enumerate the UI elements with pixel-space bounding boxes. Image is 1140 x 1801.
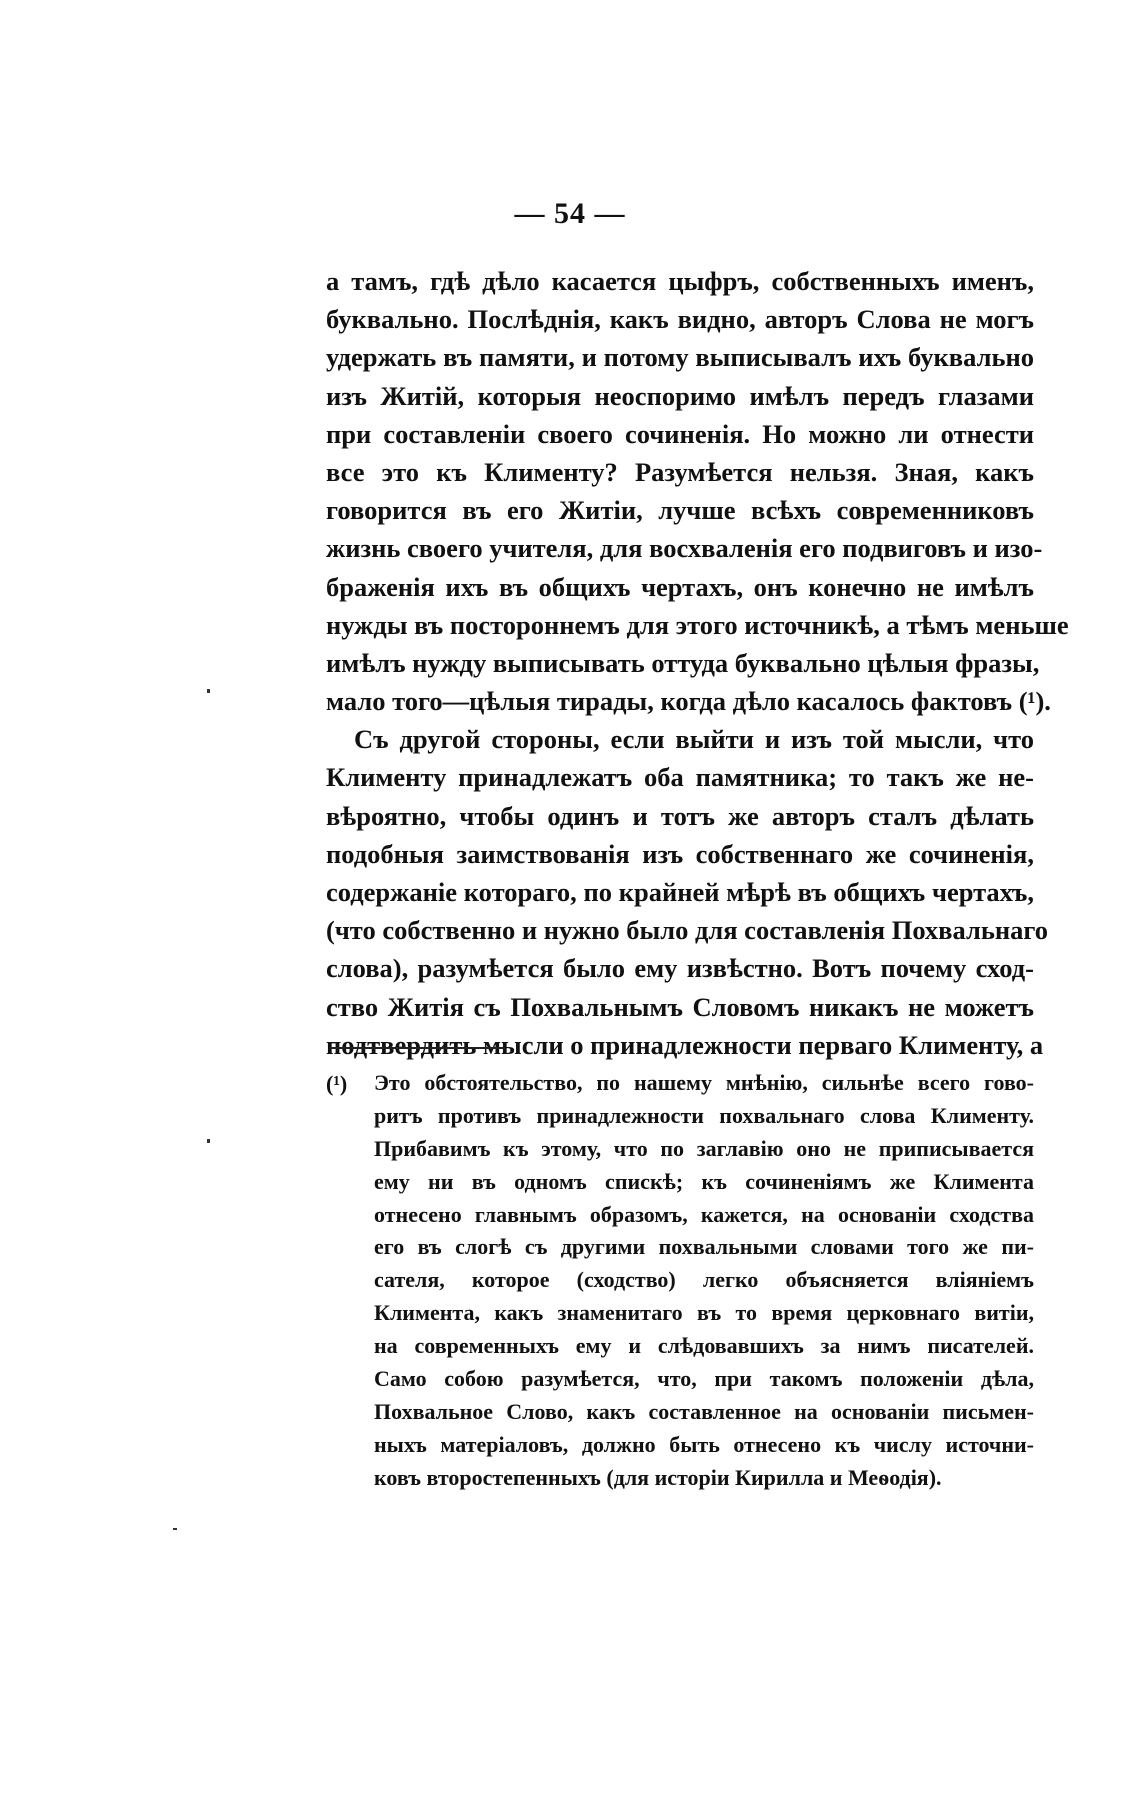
footnote-line: ныхъ матеріаловъ, должно быть отнесено къ числу источни- (374, 1431, 1034, 1457)
body-line: подтвердить мысли о принадлежности перваго Клименту, а (326, 1029, 1044, 1060)
body-line: изъ Житій, которыя неоспоримо имѣлъ передъ глазами (326, 380, 1034, 411)
footnote-line: Климента, какъ знаменитаго въ то время церковнаго витіи, (374, 1300, 1034, 1326)
footnote-line: его въ слогѣ съ другими похвальными словами того же пи- (374, 1234, 1034, 1260)
body-line: слова), разумѣется было ему извѣстно. Вотъ почему сход- (326, 953, 1034, 984)
footnote-divider (330, 1047, 505, 1049)
body-line: Съ другой стороны, если выйти и изъ той мысли, что (354, 724, 1034, 755)
body-line: при составленіи своего сочиненія. Но можно ли отнести (326, 418, 1034, 449)
footnote-line: ковъ второстепенныхъ (для исторіи Кирилла и Меѳодія). (374, 1464, 942, 1490)
body-line: жизнь своего учителя, для восхваленія его подвиговъ и изо- (326, 533, 1043, 564)
body-line: мало того—цѣлыя тирады, когда дѣло касалось фактовъ (¹). (326, 686, 1051, 717)
body-line: браженія ихъ въ общихъ чертахъ, онъ конечно не имѣлъ (326, 571, 1034, 602)
body-line: говорится въ его Житіи, лучше всѣхъ современниковъ (326, 495, 1034, 526)
scan-speck (207, 1139, 210, 1143)
body-line: вѣроятно, чтобы одинъ и тотъ же авторъ сталъ дѣлать (326, 800, 1034, 831)
body-line: удержать въ памяти, и потому выписывалъ ихъ буквально (326, 342, 1034, 373)
footnote-line: отнесено главнымъ образомъ, кажется, на основаніи сходства (374, 1201, 1034, 1227)
body-line: подобныя заимствованія изъ собственнаго же сочиненія, (326, 838, 1034, 869)
body-line: ство Житія съ Похвальнымъ Словомъ никакъ не можетъ (326, 991, 1034, 1022)
body-line: имѣлъ нужду выписывать оттуда буквально цѣлыя фразы, (326, 647, 1040, 678)
scan-speck (207, 689, 210, 693)
body-line: (что собственно и нужно было для составленія Похвальнаго (326, 915, 1048, 946)
footnote-line: Прибавимъ къ этому, что по заглавію оно не приписывается (374, 1135, 1034, 1161)
body-line: буквально. Послѣднія, какъ видно, авторъ Слова не могъ (326, 304, 1034, 335)
footnote-line: ему ни въ одномъ спискѣ; къ сочиненіямъ же Климента (374, 1168, 1034, 1194)
footnote-marker: (¹) (326, 1071, 348, 1096)
body-line: нужды въ постороннемъ для этого источникѣ, а тѣмъ меньше (326, 609, 1069, 640)
body-line: а тамъ, гдѣ дѣло касается цыфръ, собственныхъ именъ, (326, 266, 1034, 296)
footnote-line: ритъ противъ принадлежности похвальнаго слова Клименту. (374, 1102, 1034, 1128)
footnote-line: сателя, которое (сходство) легко объясняется вліяніемъ (374, 1267, 1034, 1293)
page-number: — 54 — (514, 197, 626, 230)
footnote-line: на современныхъ ему и слѣдовавшихъ за нимъ писателей. (374, 1333, 1034, 1359)
main-text (326, 262, 1069, 1064)
body-line: содержаніе котораго, по крайней мѣрѣ въ общихъ чертахъ, (326, 877, 1034, 907)
footnote-line: Само собою разумѣется, что, при такомъ положеніи дѣла, (374, 1366, 1034, 1392)
body-line: все это къ Клименту? Разумѣется нельзя. Зная, какъ (326, 456, 1034, 487)
footnote-body (374, 1067, 1034, 1495)
body-line: Клименту принадлежатъ оба памятника; то такъ же не- (326, 762, 1034, 793)
footnote-line: Это обстоятельство, по нашему мнѣнію, сильнѣе всего гово- (374, 1070, 1034, 1095)
footnote-line: Похвальное Слово, какъ составленное на основаніи письмен- (374, 1398, 1034, 1424)
scan-speck (173, 1528, 177, 1530)
